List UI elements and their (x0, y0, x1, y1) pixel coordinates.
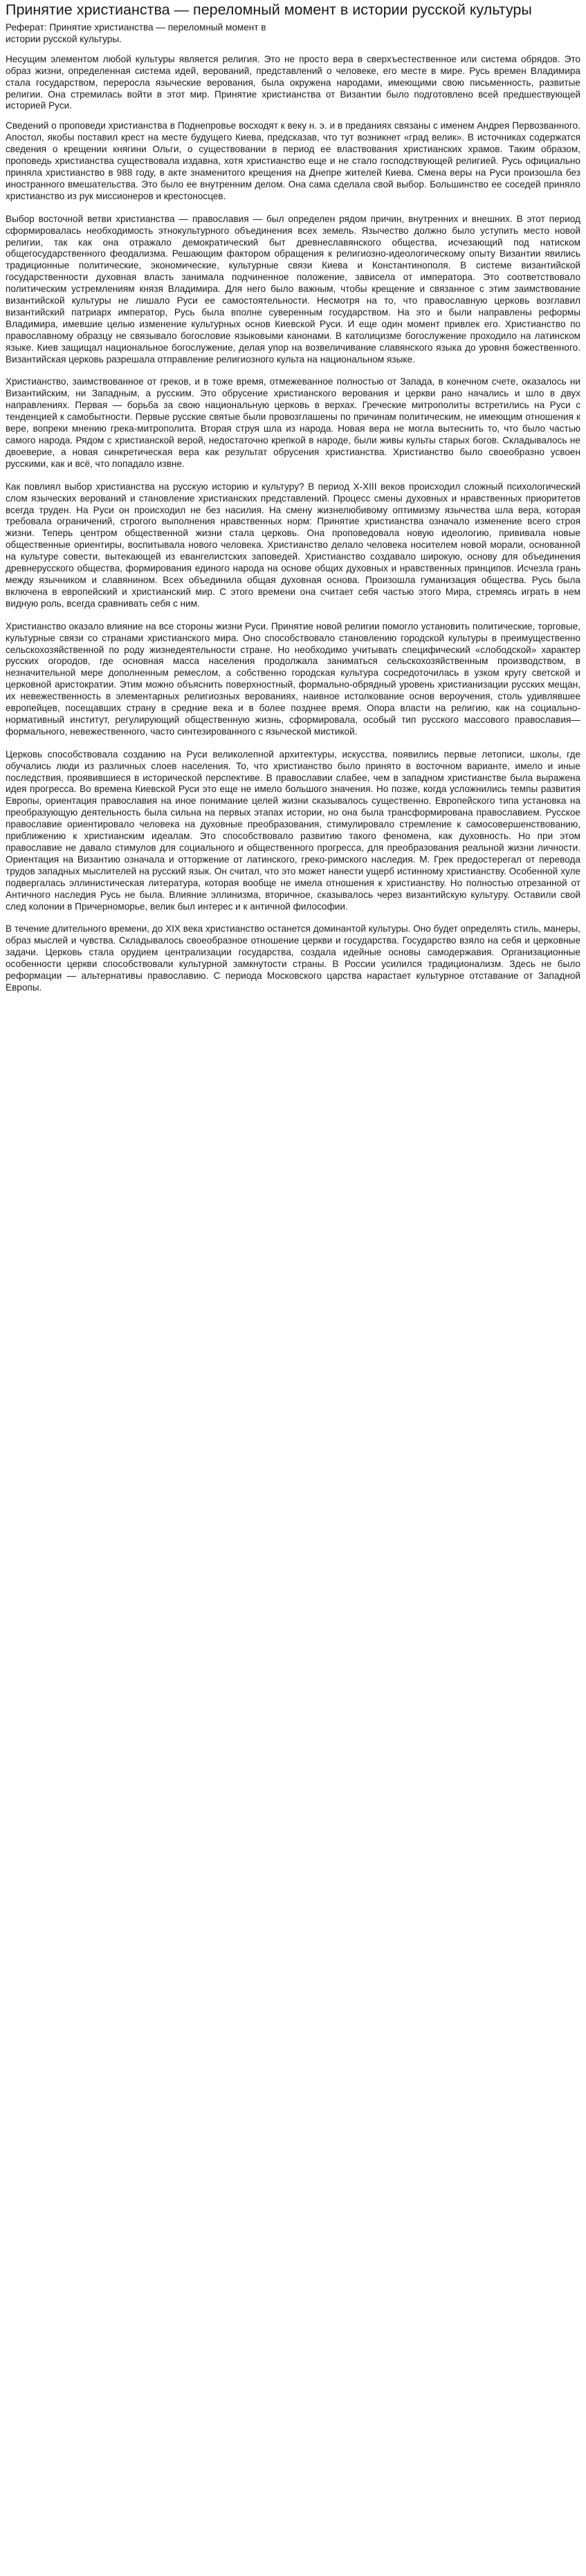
paragraph-preaching: Сведений о проповеди христианства в Поднепровье восходят к веку н. э. и в преданиях связаны с именем Андрея Первозванного. Апостол, якобы поставил крест на месте будущего Киева, предсказав, что тут возникнет «град велик». В источниках содержатся сведения о крещении княгини Ольги, о существовании в период ее властвования христианских храмов. Таким образом, проповедь христианства существовала издавна, хотя христианство еще и не стало господствующей религией. Русь официально приняла христианство в 988 году, в акте знаменитого крещения на Днепре жителей Киева. Смена веры на Руси произошла без иностранного вмешательства. Это было ее внутренним делом. Она сама сделала свой выбор. Большинство ее соседей приняло христианство из рук миссионеров и крестоносцев. (6, 120, 580, 201)
paragraph-religion: Несущим элементом любой культуры является религия. Это не просто вера в сверхъестественное или система обрядов. Это образ жизни, определенная система идей, верований, представлений о человеке, его месте в мире. Русь времен Владимира стала государством, переросла языческие верования, была окружена народами, имеющими свою письменность, развитые религии. Она стремилась войти в этот мир. Принятие христианства от Византии было подготовлено всей предшествующей историей Руси. (6, 53, 580, 111)
paragraph-life-influence: Христианство оказало влияние на все стороны жизни Руси. Принятие новой религии помогло установить политические, торговые, культурные связи со странами христианского мира. Оно способствовало становлению городской культуры в преимущественно сельскохозяйственной по роду жизнедеятельности стране. Но необходимо учитывать специфический «слободской» характер русских огородов, где основная масса населения продолжала заниматься сельскохозяйственным производством, в незначительной мере дополненным ремеслом, а собственно городская культура сосредоточилась в узком кругу светской и церковной аристократии. Этим можно объяснить поверхностный, формально-обрядный уровень христианизации русских мещан, их невежественность в элементарных религиозных верованиях, наивное истолкование основ вероучения, столь удивлявшее европейцев, посещавших страну в средние века и в более позднее время. Опора власти на религию, как на социально-нормативный институт, регулирующий общественную жизнь, сформировала, особый тип русского массового православия—формального, невежественного, часто синтезированного с языческой мистикой. (6, 620, 580, 737)
paragraph-dominant-culture: В течение длительного времени, до XIX века христианство останется доминантой культуры. Оно будет определять стиль, манеры, образ мыслей и чувства. Складывалось своеобразное отношение церкви и государства. Государство взяло на себя и церковные задачи. Церковь стала орудием централизации государства, создала идейные основы самодержавия. Организационные особенности церкви способствовали культурной замкнутости страны. В России усилился традиционализм. Здесь не было реформации — альтернативы православию. С периода Московского царства нарастает культурное отставание от Западной Европы. (6, 923, 580, 993)
document-title: Принятие христианства — переломный момент в истории русской культуры (6, 1, 532, 18)
paragraph-influence: Как повлиял выбор христианства на русскую историю и культуру? В период X-XIII веков происходил сложный психологический слом языческих верований и становление христианских представлений. Процесс смены духовных и нравственных приоритетов всегда труден. На Руси он происходил не без насилия. На смену жизнелюбивому оптимизму язычества шла вера, которая требовала ограничений, строгого выполнения нравственных норм: Принятие христианства означало изменение всего строя жизни. Теперь центром общественной жизни стала церковь. Она проповедовала новую идеологию, прививала новые общественные ориентиры, воспитывала нового человека. Христианство делало человека носителем новой морали, основанной на культуре совести, вытекающей из евангелистских заповедей. Христианство создавало широкую, основу для объединения древнерусского общества, формирования единого народа на основе общих духовных и нравственных принципов. Исчезла грань между язычником и славянином. Всех объединила общая духовная основа. Произошла гуманизация общества. Русь была включена в европейский и христианский мир. С этого времени она считает себя частью этого Мира, стремясь играть в нем видную роль, всегда сравнивать себя с ним. (6, 481, 580, 609)
paragraph-russification: Христианство, заимствованное от греков, и в тоже время, отмежеванное полностью от Запада, в конечном счете, оказалось ни Византийским, ни Западным, а русским. Это обрусение христианского верования и церкви рано начались и шло в двух направлениях. Первая — борьба за свою национальную церковь в верхах. Греческие митрополиты встретились на Руси с тенденцией к самобытности. Первые русские святые были провозглашены по причинам политическим, не имеющим отношения к вере, вопреки мнению грека-митрополита. Вторая струя шла из народа. Новая вера не могла вытеснить то, что было частью самого народа. Рядом с христианской верой, недостаточно крепкой в народе, были живы культы старых богов. Складывалось не двоеверие, а новая синкретическая вера как результат обрусения христианства. Христианство было своеобразно усвоен русскими, как и всё, что попадало извне. (6, 376, 580, 469)
paragraph-church-culture: Церковь способствовала созданию на Руси великолепной архитектуры, искусства, появились первые летописи, школы, где обучались люди из различных слоев населения. То, что христианство было принято в восточном варианте, имело и иные последствия, проявившиеся в исторической перспективе. В православии слабее, чем в западном христианстве была выражена идея прогресса. Во времена Киевской Руси это еще не имело большого значения. Но позже, когда усложнились темпы развития Европы, ориентация православия на иное понимание целей жизни сказывалось существенно. Европейского типа установка на преобразующую деятельность была сильна на первых этапах истории, но она была трансформирована православием. Русское православие ориентировало человека на духовные преобразования, стимулировало стремление к самосовершенствованию, приближению к христианским идеалам. Это способствовало развитию такого феномена, как духовность. Но при этом православие не давало стимулов для социального и общественного прогресса, для преобразования реальной жизни личности. Ориентация на Византию означала и отторжение от латинского, греко-римского наследия. М. Грек предостерегал от перевода трудов западных мыслителей на русский язык. Он считал, что это может нанести ущерб истинному христианству. Особенной хуле подвергалась эллинистическая литература, которая вообще не имела отношения к христианству. Но полностью отрезанной от Античного наследия Русь не была. Влияние эллинизма, вторичное, сказывалось через византийскую культуру. Оставили свой след колонии в Причерноморье, велик был интерес и к античной философии. (6, 748, 580, 912)
paragraph-orthodoxy-choice: Выбор восточной ветви христианства — православия — был определен рядом причин, внутренних и внешних. В этот период сформировалась необходимость этнокультурного объединения всех земель. Язычество должно было уступить место новой религии, так как она отражало демократический быт древнеславянского общества, исчезающий под натиском общегосударственного феодализма. Решающим фактором обращения к религиозно-идеологическому опыту Византии явились традиционные политические, экономические, культурные связи Киева и Константинополя. В системе византийской государственности духовная власть занимала подчиненное положение, зависела от императора. Это соответствовало политическим устремлениям князя Владимира. Для него было важным, чтобы крещение и связанное с этим заимствование византийской культуры не лишало Руси ее самостоятельности. Несмотря на то, что православную церковь возглавил византийский патриарх император, Русь была вполне суверенным государством. На это и были направлены реформы Владимира, имевшие целью изменение культурных основ Киевской Руси. И еще один момент привлек его. Христианство по православному образцу не связывало богословие языковыми канонами. В католицизме богослужение проходило на латинском языке. Киев защищал национальное богослужение, делая упор на возвеличивание славянского языка до уровня божественного. Византийская церковь разрешала отправление религиозного культа на национальном языке. (6, 213, 580, 365)
document-page (0, 0, 586, 994)
document-abstract: Реферат: Принятие христианства — переломный момент в истории русской культуры. (6, 22, 266, 44)
